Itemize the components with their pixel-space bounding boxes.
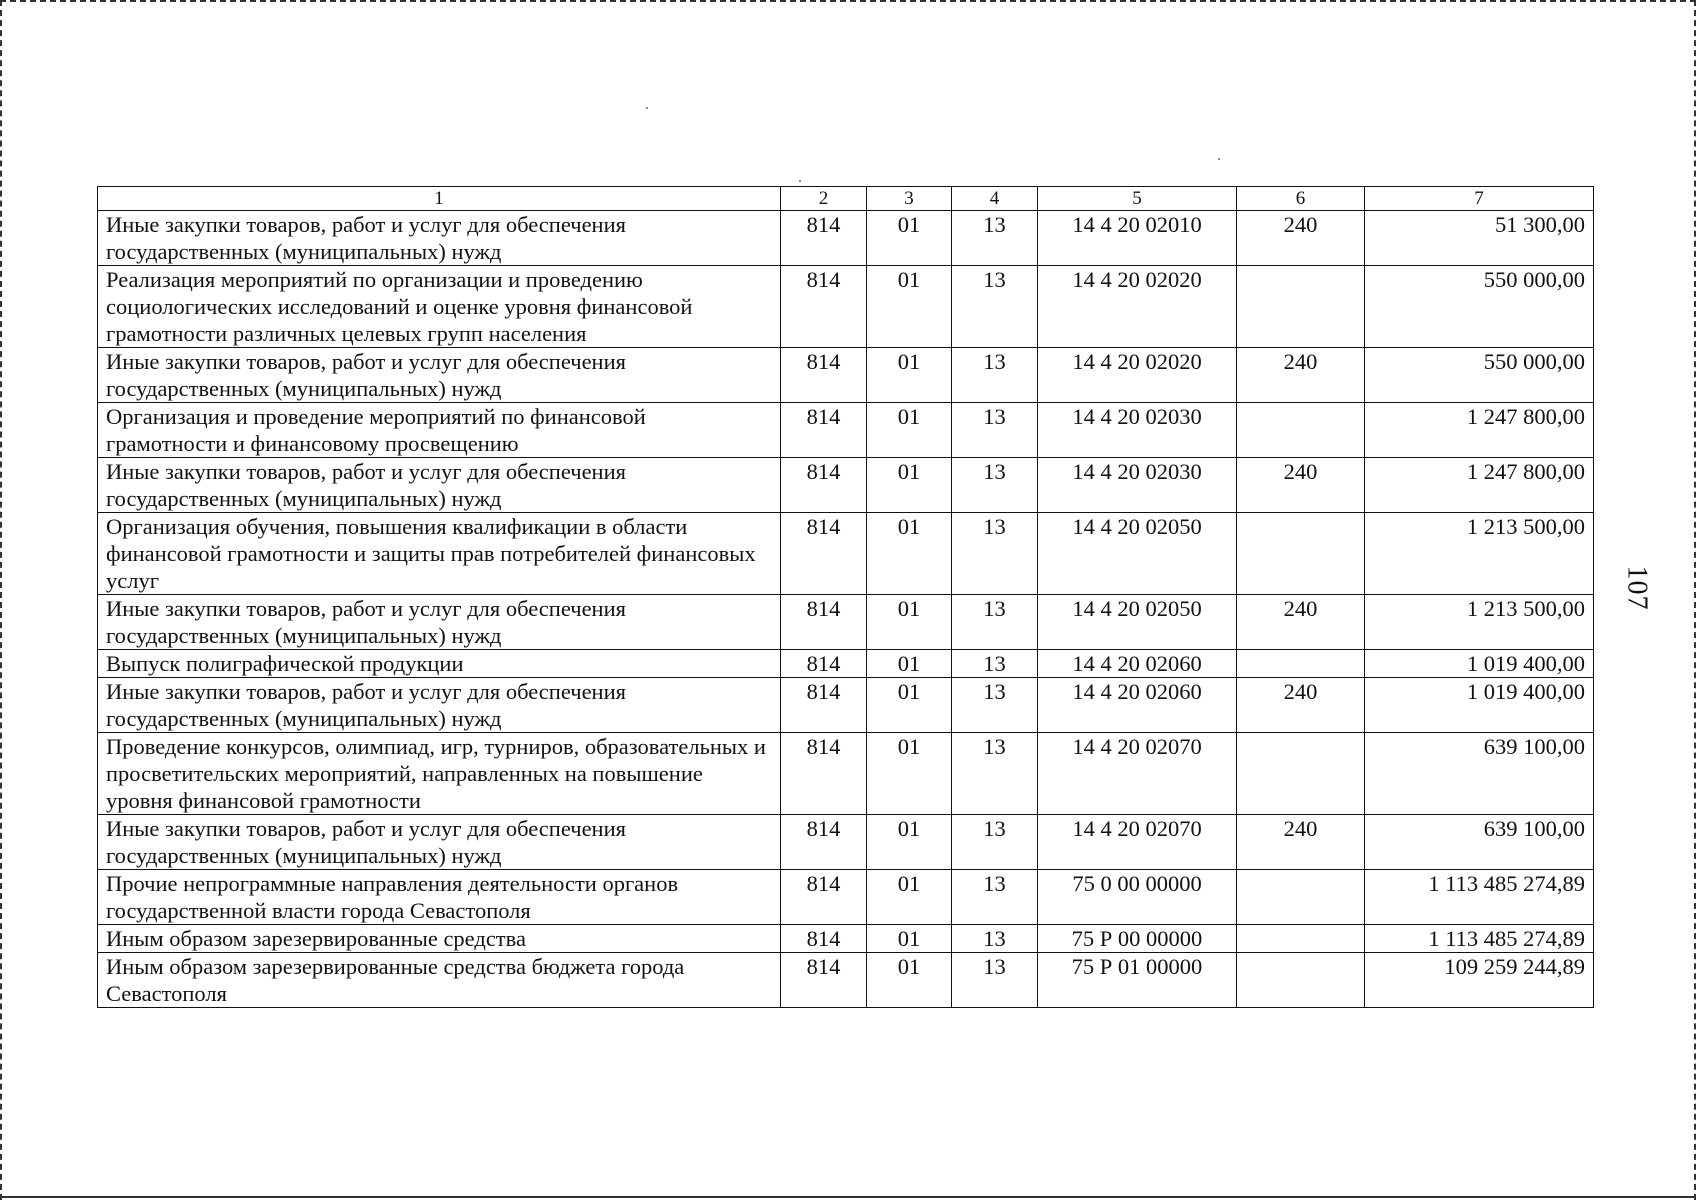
row-amount-cell: 1 213 500,00 <box>1365 595 1594 650</box>
row-subsection-cell: 13 <box>952 458 1038 513</box>
row-name-cell: Проведение конкурсов, олимпиад, игр, турниров, образовательных и просветительских мероприятий, направленных на повышение уровня финансовой грамотности <box>98 733 781 815</box>
row-amount-cell: 1 247 800,00 <box>1365 403 1594 458</box>
row-section-cell: 01 <box>867 458 952 513</box>
row-name-cell: Иные закупки товаров, работ и услуг для обеспечения государственных (муниципальных) нужд <box>98 815 781 870</box>
row-name-cell: Иные закупки товаров, работ и услуг для обеспечения государственных (муниципальных) нужд <box>98 595 781 650</box>
row-target-cell: 14 4 20 02050 <box>1038 513 1237 595</box>
row-target-cell: 14 4 20 02020 <box>1038 348 1237 403</box>
row-name-cell: Иным образом зарезервированные средства бюджета города Севастополя <box>98 953 781 1008</box>
table-row <box>98 348 1594 403</box>
row-subsection-cell: 13 <box>952 513 1038 595</box>
row-amount-cell: 1 113 485 274,89 <box>1365 925 1594 953</box>
scan-speck <box>1218 158 1220 160</box>
page-number: 107 <box>1621 565 1653 611</box>
row-section-cell: 01 <box>867 733 952 815</box>
row-subsection-cell: 13 <box>952 678 1038 733</box>
row-type-cell <box>1237 650 1365 678</box>
table-row <box>98 403 1594 458</box>
row-amount-cell: 639 100,00 <box>1365 733 1594 815</box>
row-target-cell: 14 4 20 02020 <box>1038 266 1237 348</box>
row-code-cell: 814 <box>781 925 867 953</box>
row-type-cell: 240 <box>1237 595 1365 650</box>
row-section-cell: 01 <box>867 403 952 458</box>
row-subsection-cell: 13 <box>952 953 1038 1008</box>
row-type-cell <box>1237 953 1365 1008</box>
scan-edge-bottom <box>0 1196 1696 1198</box>
row-code-cell: 814 <box>781 595 867 650</box>
header-cell-7: 7 <box>1365 187 1594 211</box>
row-section-cell: 01 <box>867 815 952 870</box>
row-amount-cell: 550 000,00 <box>1365 266 1594 348</box>
row-target-cell: 14 4 20 02060 <box>1038 678 1237 733</box>
row-subsection-cell: 13 <box>952 733 1038 815</box>
row-amount-cell: 1 019 400,00 <box>1365 678 1594 733</box>
table-row <box>98 815 1594 870</box>
row-subsection-cell: 13 <box>952 266 1038 348</box>
table-row <box>98 733 1594 815</box>
row-type-cell <box>1237 870 1365 925</box>
scan-speck <box>799 180 801 182</box>
header-cell-1: 1 <box>98 187 781 211</box>
row-code-cell: 814 <box>781 953 867 1008</box>
row-target-cell: 14 4 20 02030 <box>1038 458 1237 513</box>
row-section-cell: 01 <box>867 678 952 733</box>
header-cell-6: 6 <box>1237 187 1365 211</box>
table-row <box>98 870 1594 925</box>
row-type-cell: 240 <box>1237 815 1365 870</box>
row-code-cell: 814 <box>781 348 867 403</box>
row-amount-cell: 1 247 800,00 <box>1365 458 1594 513</box>
row-amount-cell: 550 000,00 <box>1365 348 1594 403</box>
row-section-cell: 01 <box>867 925 952 953</box>
row-name-cell: Иные закупки товаров, работ и услуг для обеспечения государственных (муниципальных) нужд <box>98 211 781 266</box>
row-name-cell: Организация обучения, повышения квалификации в области финансовой грамотности и защиты прав потребителей финансовых услуг <box>98 513 781 595</box>
row-code-cell: 814 <box>781 870 867 925</box>
row-subsection-cell: 13 <box>952 403 1038 458</box>
scan-speck <box>646 107 648 109</box>
header-cell-4: 4 <box>952 187 1038 211</box>
row-amount-cell: 109 259 244,89 <box>1365 953 1594 1008</box>
row-code-cell: 814 <box>781 211 867 266</box>
row-type-cell: 240 <box>1237 678 1365 733</box>
row-name-cell: Реализация мероприятий по организации и проведению социологических исследований и оценке уровня финансовой грамотности различных целевых групп населения <box>98 266 781 348</box>
row-target-cell: 14 4 20 02010 <box>1038 211 1237 266</box>
row-amount-cell: 1 213 500,00 <box>1365 513 1594 595</box>
table-row <box>98 595 1594 650</box>
table-header-row <box>98 187 1594 211</box>
scan-edge-left <box>0 0 2 1200</box>
row-section-cell: 01 <box>867 595 952 650</box>
row-code-cell: 814 <box>781 403 867 458</box>
row-target-cell: 75 Р 00 00000 <box>1038 925 1237 953</box>
row-code-cell: 814 <box>781 458 867 513</box>
row-target-cell: 75 0 00 00000 <box>1038 870 1237 925</box>
row-section-cell: 01 <box>867 348 952 403</box>
row-subsection-cell: 13 <box>952 650 1038 678</box>
row-code-cell: 814 <box>781 678 867 733</box>
budget-table <box>97 186 1594 1008</box>
row-code-cell: 814 <box>781 733 867 815</box>
row-type-cell <box>1237 266 1365 348</box>
row-code-cell: 814 <box>781 513 867 595</box>
row-subsection-cell: 13 <box>952 595 1038 650</box>
table-row <box>98 650 1594 678</box>
row-section-cell: 01 <box>867 266 952 348</box>
row-name-cell: Иные закупки товаров, работ и услуг для обеспечения государственных (муниципальных) нужд <box>98 348 781 403</box>
table-row <box>98 953 1594 1008</box>
row-type-cell: 240 <box>1237 458 1365 513</box>
row-section-cell: 01 <box>867 953 952 1008</box>
row-section-cell: 01 <box>867 513 952 595</box>
table-row <box>98 678 1594 733</box>
row-amount-cell: 51 300,00 <box>1365 211 1594 266</box>
row-type-cell <box>1237 733 1365 815</box>
table-row <box>98 925 1594 953</box>
row-name-cell: Выпуск полиграфической продукции <box>98 650 781 678</box>
row-target-cell: 75 Р 01 00000 <box>1038 953 1237 1008</box>
row-target-cell: 14 4 20 02050 <box>1038 595 1237 650</box>
row-section-cell: 01 <box>867 870 952 925</box>
row-target-cell: 14 4 20 02070 <box>1038 815 1237 870</box>
row-amount-cell: 1 113 485 274,89 <box>1365 870 1594 925</box>
row-amount-cell: 1 019 400,00 <box>1365 650 1594 678</box>
row-amount-cell: 639 100,00 <box>1365 815 1594 870</box>
scan-edge-top <box>0 0 1696 2</box>
row-code-cell: 814 <box>781 815 867 870</box>
table-row <box>98 211 1594 266</box>
row-subsection-cell: 13 <box>952 870 1038 925</box>
row-type-cell: 240 <box>1237 348 1365 403</box>
row-target-cell: 14 4 20 02060 <box>1038 650 1237 678</box>
table-row <box>98 266 1594 348</box>
row-section-cell: 01 <box>867 650 952 678</box>
header-cell-5: 5 <box>1038 187 1237 211</box>
row-subsection-cell: 13 <box>952 348 1038 403</box>
row-name-cell: Прочие непрограммные направления деятельности органов государственной власти города Севастополя <box>98 870 781 925</box>
row-name-cell: Иные закупки товаров, работ и услуг для обеспечения государственных (муниципальных) нужд <box>98 678 781 733</box>
header-cell-3: 3 <box>867 187 952 211</box>
row-name-cell: Иным образом зарезервированные средства <box>98 925 781 953</box>
table-row <box>98 513 1594 595</box>
row-target-cell: 14 4 20 02030 <box>1038 403 1237 458</box>
row-subsection-cell: 13 <box>952 925 1038 953</box>
row-target-cell: 14 4 20 02070 <box>1038 733 1237 815</box>
row-subsection-cell: 13 <box>952 815 1038 870</box>
row-section-cell: 01 <box>867 211 952 266</box>
row-type-cell <box>1237 925 1365 953</box>
row-type-cell <box>1237 513 1365 595</box>
row-code-cell: 814 <box>781 650 867 678</box>
row-name-cell: Организация и проведение мероприятий по финансовой грамотности и финансовому просвещению <box>98 403 781 458</box>
row-type-cell <box>1237 403 1365 458</box>
row-subsection-cell: 13 <box>952 211 1038 266</box>
row-name-cell: Иные закупки товаров, работ и услуг для обеспечения государственных (муниципальных) нужд <box>98 458 781 513</box>
table-row <box>98 458 1594 513</box>
row-type-cell: 240 <box>1237 211 1365 266</box>
header-cell-2: 2 <box>781 187 867 211</box>
row-code-cell: 814 <box>781 266 867 348</box>
